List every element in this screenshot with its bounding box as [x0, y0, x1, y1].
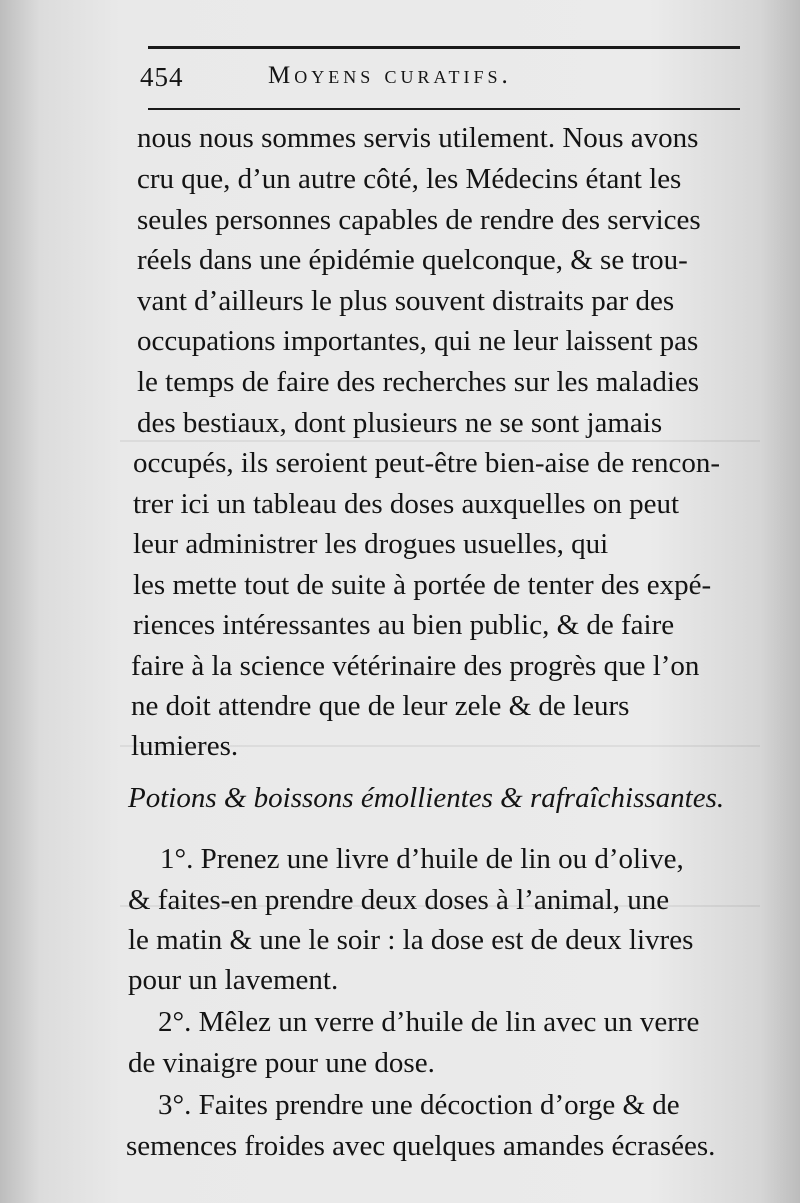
running-head: Moyens curatifs.	[268, 62, 512, 89]
body-line: faire à la science vétérinaire des progrès que l’on	[131, 650, 700, 682]
body-line: les mette tout de suite à portée de tenter des expé-	[133, 569, 712, 601]
body-line: occupations importantes, qui ne leur laissent pas	[137, 325, 699, 357]
recipe-line: semences froides avec quelques amandes écrasées.	[126, 1130, 716, 1162]
recipe-line: de vinaigre pour une dose.	[128, 1047, 435, 1079]
section-heading: Potions & boissons émollientes & rafraîchissantes.	[128, 782, 725, 814]
recipe-line: le matin & une le soir : la dose est de deux livres	[128, 924, 694, 956]
recipe-line: 3°. Faites prendre une décoction d’orge & de	[158, 1089, 680, 1121]
body-line: trer ici un tableau des doses auxquelles on peut	[133, 488, 680, 520]
header-rule-bottom	[148, 108, 740, 110]
body-line: ne doit attendre que de leur zele & de leurs	[131, 690, 630, 722]
body-line: réels dans une épidémie quelconque, & se trou-	[137, 244, 688, 276]
recipe-line: & faites-en prendre deux doses à l’animal, une	[128, 884, 670, 916]
body-line: seules personnes capables de rendre des services	[137, 204, 701, 236]
body-line: cru que, d’un autre côté, les Médecins étant les	[137, 163, 682, 195]
body-line: des bestiaux, dont plusieurs ne se sont jamais	[137, 407, 663, 439]
body-line: vant d’ailleurs le plus souvent distraits par des	[137, 285, 675, 317]
header-rule-top	[148, 46, 740, 49]
body-line: lumieres.	[131, 730, 239, 762]
body-line: le temps de faire des recherches sur les maladies	[137, 366, 700, 398]
body-line: leur administrer les drogues usuelles, qui	[133, 528, 609, 560]
body-line: riences intéressantes au bien public, & de faire	[133, 609, 675, 641]
page-number: 454	[140, 62, 184, 92]
body-line: nous nous sommes servis utilement. Nous avons	[137, 122, 699, 154]
recipe-line: pour un lavement.	[128, 964, 339, 996]
recipe-line: 2°. Mêlez un verre d’huile de lin avec un verre	[158, 1006, 700, 1038]
recipe-line: 1°. Prenez une livre d’huile de lin ou d’olive,	[160, 843, 684, 875]
show-through-mark	[120, 440, 760, 442]
page-header	[140, 56, 740, 100]
body-line: occupés, ils seroient peut-être bien-aise de rencon-	[133, 447, 720, 479]
